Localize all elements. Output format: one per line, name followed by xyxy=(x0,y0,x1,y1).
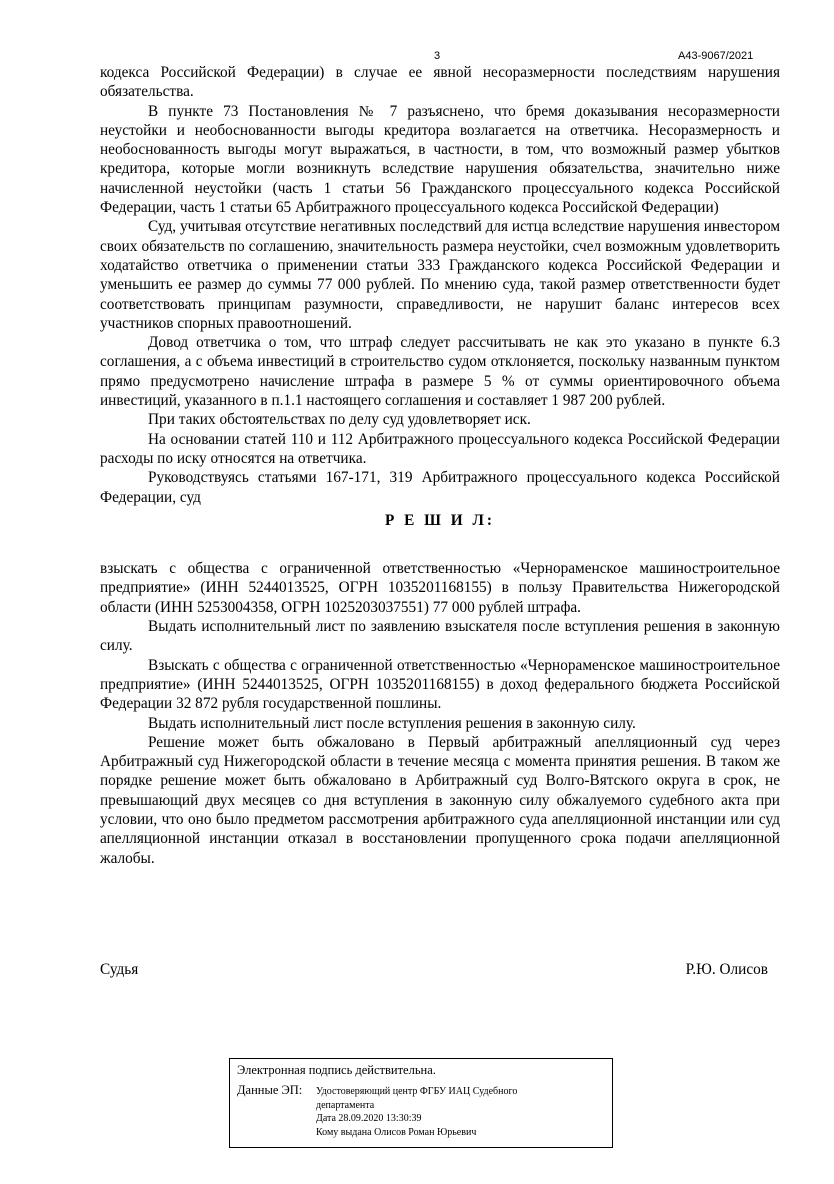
e-signature-line: Кому выдана Олисов Роман Юрьевич xyxy=(316,1126,477,1138)
decision-paragraph: Выдать исполнительный лист по заявлению взыскателя после вступления решения в законную силу. xyxy=(100,618,780,655)
case-number: А43-9067/2021 xyxy=(678,50,754,62)
judge-name: Р.Ю. Олисов xyxy=(685,961,768,978)
document-body xyxy=(100,63,780,868)
e-signature-title: Электронная подпись действительна. xyxy=(237,1063,436,1077)
e-signature-line: департамента xyxy=(316,1099,375,1111)
e-signature-label: Данные ЭП: xyxy=(237,1083,303,1097)
page-number: 3 xyxy=(434,50,441,62)
decision-paragraph: Решение может быть обжаловано в Первый арбитражный апелляционный суд через Арбитражный суд Нижегородской области в течение месяца с момента принятия решения. В таком же порядке решение может быть обжаловано в Арбитражный суд Волго-Вятского округа в срок, не превышающий двух месяцев со дня вступления в законную силу обжалуемого судебного акта при условии, что оно было предметом рассмотрения арбитражного суда апелляционной инстанции или суд апелляционной инстанции отказал в восстановлении пропущенного срока подачи апелляционной жалобы. xyxy=(100,733,780,867)
decision-paragraph: взыскать с общества с ограниченной ответственностью «Чернораменское машиностроительное предприятие» (ИНН 5244013525, ОГРН 1035201168155) в пользу Правительства Нижегородской области (ИНН 5253004358, ОГРН 1025203037551) 77 000 рублей штрафа. xyxy=(100,560,780,616)
paragraph: Суд, учитывая отсутствие негативных последствий для истца вследствие нарушения инвестором своих обязательств по соглашению, значительность размера неустойки, счел возможным удовлетворить ходатайство ответчика о применении статьи 333 Гражданского кодекса Российской Федерации и уменьшить ее размер до суммы 77 000 рублей. По мнению суда, такой размер ответственности будет соответствовать принципам разумности, справедливости, не нарушит баланс интересов всех участников спорных правоотношений. xyxy=(100,218,780,332)
paragraph: В пункте 73 Постановления № 7 разъяснено, что бремя доказывания несоразмерности неустойки и необоснованности выгоды кредитора возлагается на ответчика. Несоразмерность и необоснованность выгоды могут выражаться, в частности, в том, что возможный размер убытков кредитора, которые могли возникнуть вследствие нарушения обязательства, значительно ниже начисленной неустойки (часть 1 статьи 56 Гражданского процессуального кодекса Российской Федерации, часть 1 статьи 65 Арбитражного процессуального кодекса Российской Федерации) xyxy=(100,102,780,217)
decision-paragraph: Выдать исполнительный лист после вступления решения в законную силу. xyxy=(148,714,636,732)
decision-heading: Р Е Ш И Л: xyxy=(384,511,496,529)
e-signature-line: Дата 28.09.2020 13:30:39 xyxy=(316,1113,422,1124)
paragraph: кодекса Российской Федерации) в случае ее явной несоразмерности последствиям нарушения обязательства. xyxy=(100,64,780,101)
paragraph: На основании статей 110 и 112 Арбитражного процессуального кодекса Российской Федерации расходы по иску относятся на ответчика. xyxy=(100,430,780,467)
e-signature-stamp xyxy=(229,1058,613,1148)
signature-block xyxy=(100,961,768,979)
paragraph: Руководствуясь статьями 167-171, 319 Арбитражного процессуального кодекса Российской Федерации, суд xyxy=(100,469,780,506)
e-signature-line: Удостоверяющий центр ФГБУ ИАЦ Судебного xyxy=(316,1086,518,1097)
paragraph: При таких обстоятельствах по делу суд удовлетворяет иск. xyxy=(148,411,531,429)
e-signature-details xyxy=(316,1085,517,1139)
judge-role: Судья xyxy=(100,961,139,978)
decision-paragraph: Взыскать с общества с ограниченной ответственностью «Чернораменское машиностроительное предприятие» (ИНН 5244013525, ОГРН 1035201168155) в доход федерального бюджета Российской Федерации 32 872 рубля государственной пошлины. xyxy=(100,656,780,713)
paragraph: Довод ответчика о том, что штраф следует рассчитывать не как это указано в пункте 6.3 соглашения, а с объема инвестиций в строительство судом отклоняется, поскольку названным пунктом прямо предусмотрено начисление штрафа в размере 5 % от суммы ориентировочного объема инвестиций, указанного в п.1.1 настоящего соглашения и составляет 1 987 200 рублей. xyxy=(100,334,780,410)
